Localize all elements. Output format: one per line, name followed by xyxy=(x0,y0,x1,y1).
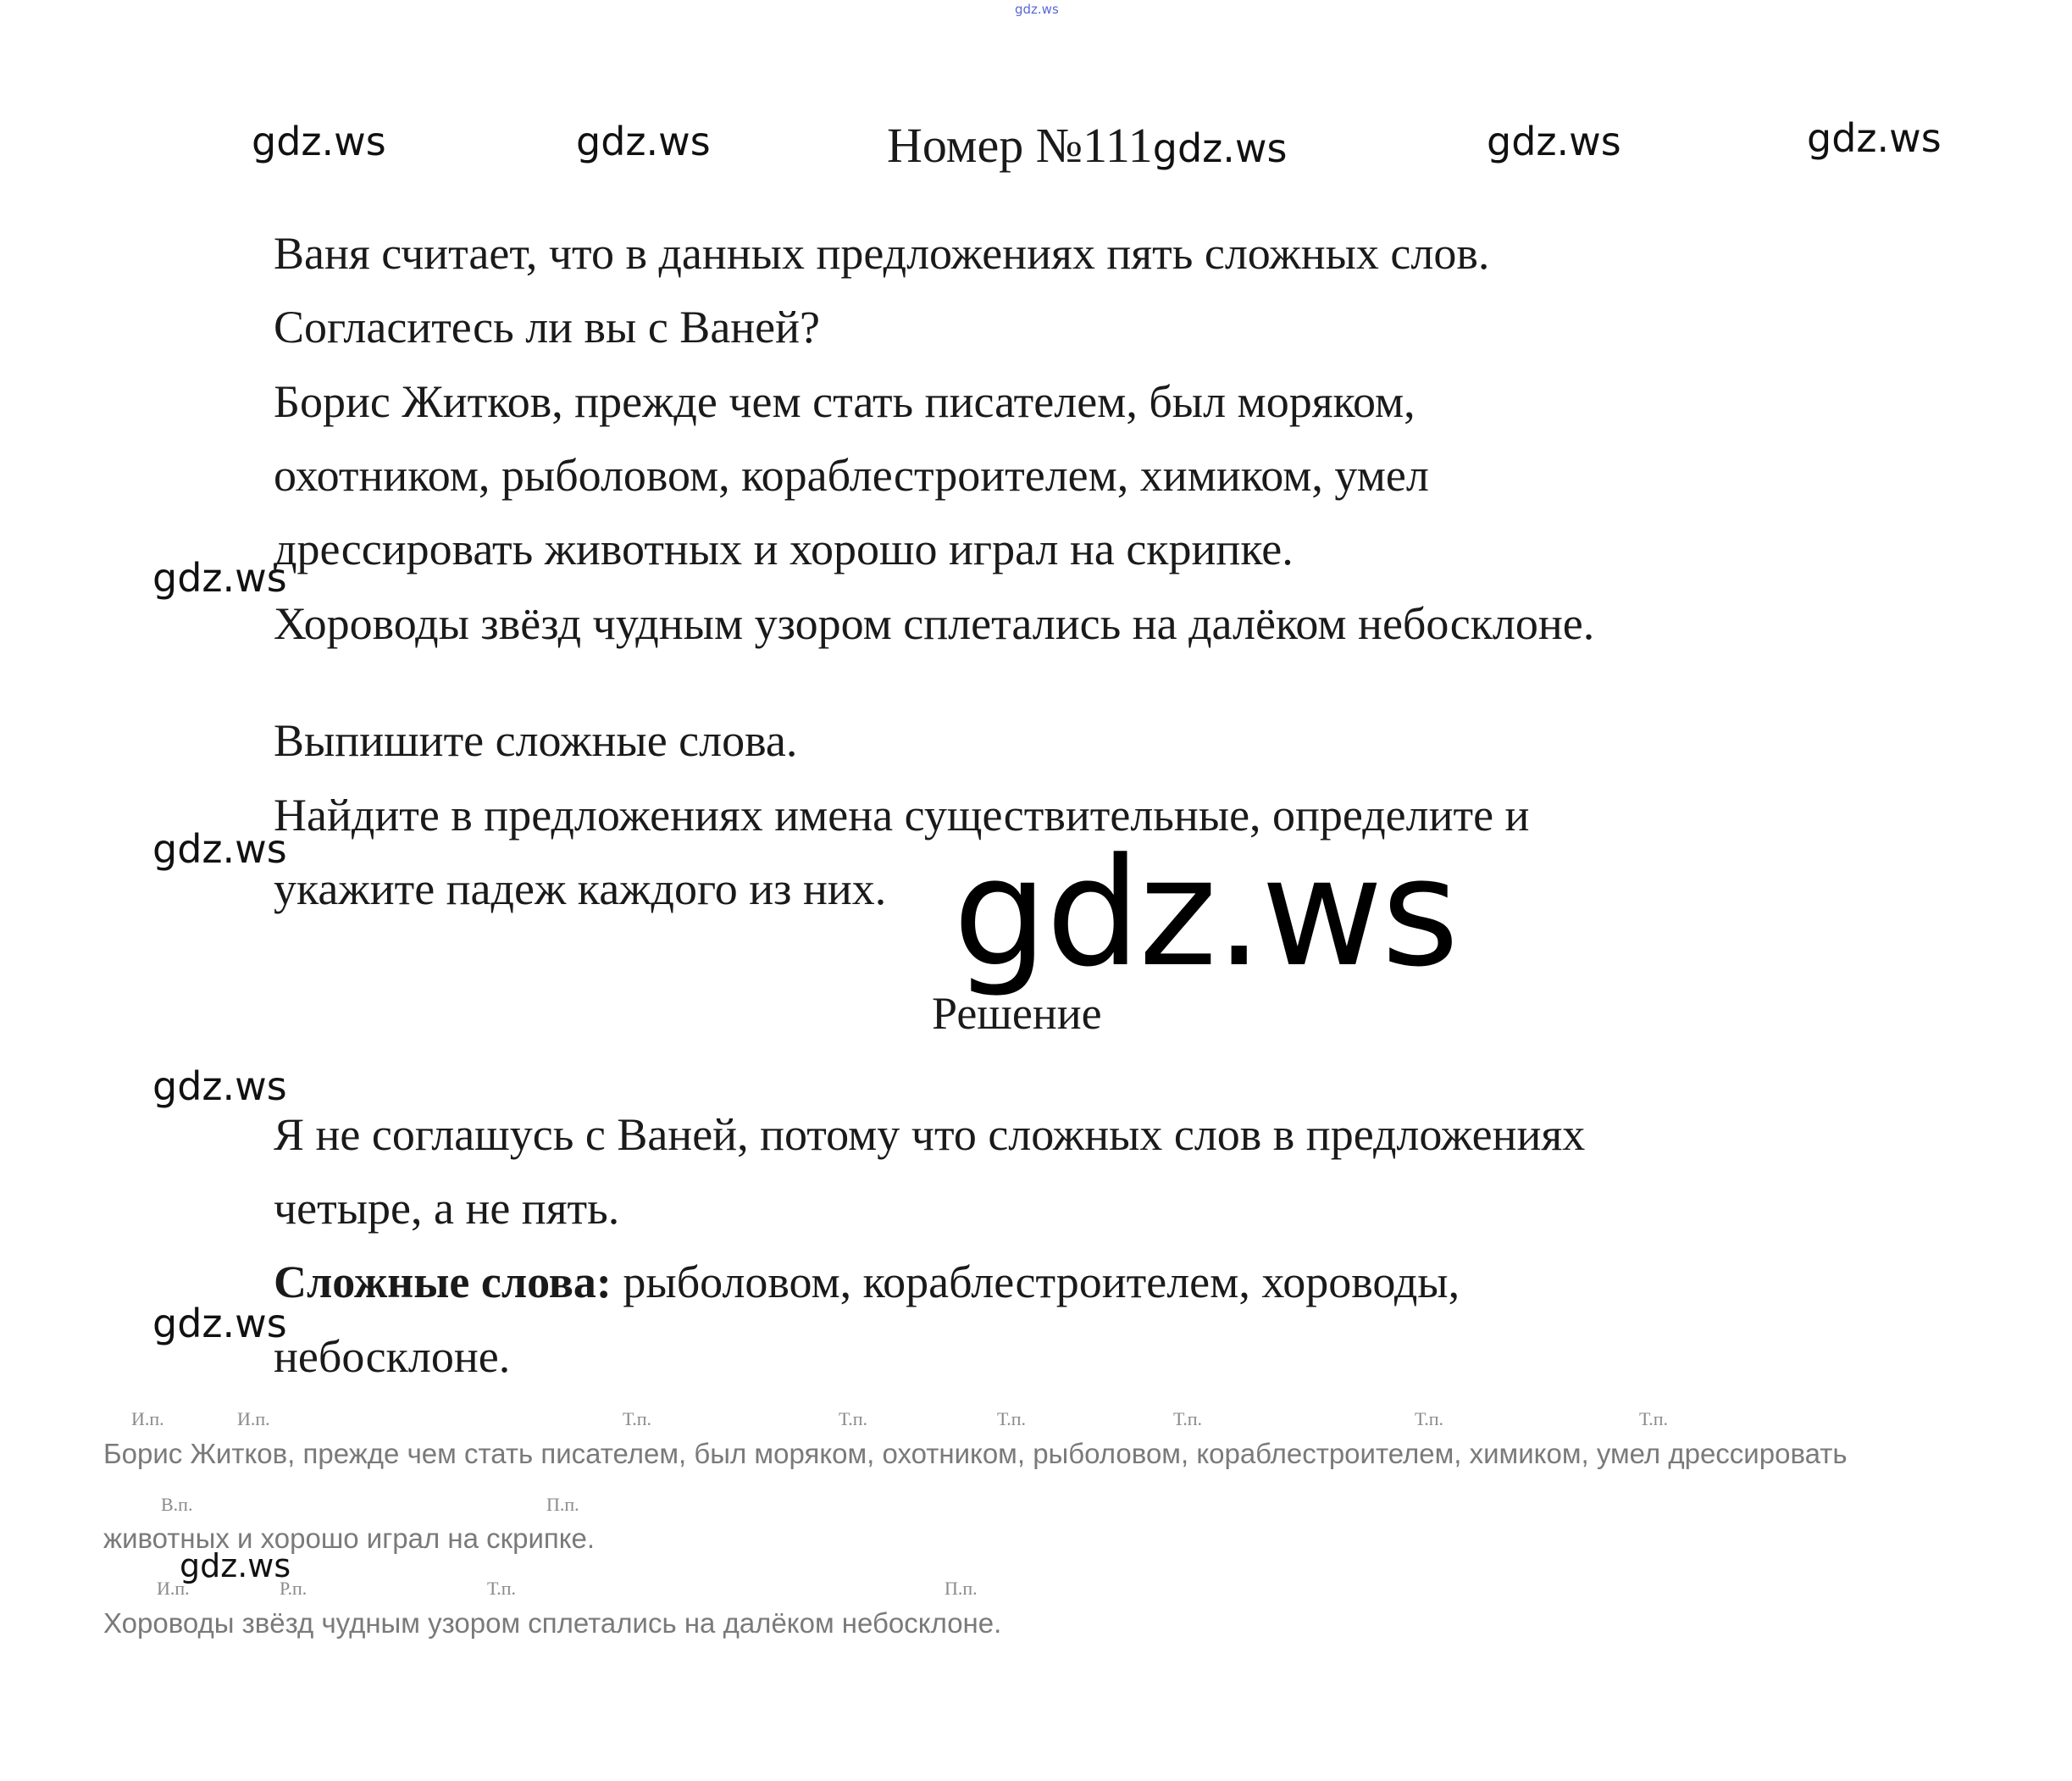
top-watermark: gdz.ws xyxy=(1015,2,1059,17)
case-label: И.п. xyxy=(131,1408,164,1429)
watermark-side-1: gdz.ws xyxy=(152,555,287,601)
case-label: В.п. xyxy=(161,1494,193,1515)
case-label: Т.п. xyxy=(1173,1408,1203,1429)
task-line: дрессировать животных и хорошо играл на скрипке. xyxy=(274,524,1294,574)
task-line: Найдите в предложениях имена существительные, определите и xyxy=(274,790,1530,841)
case-label: И.п. xyxy=(157,1578,190,1599)
solution-line: Я не соглашусь с Ваней, потому что сложных слов в предложениях xyxy=(274,1109,1586,1160)
case-label: Т.п. xyxy=(1639,1408,1669,1429)
task-line: укажите падеж каждого из них. xyxy=(274,863,887,914)
watermark-header-2: gdz.ws xyxy=(576,119,711,164)
watermark-header-3: gdz.ws xyxy=(1487,119,1621,164)
watermark-header-1: gdz.ws xyxy=(252,119,386,164)
title-text: Номер №111 xyxy=(887,118,1153,173)
annotated-sentence-1-cont: животных и хорошо играл на скрипке. xyxy=(103,1523,596,1554)
compound-words: рыболовом, кораблестроителем, хороводы, xyxy=(611,1257,1460,1307)
case-label: Т.п. xyxy=(623,1408,652,1429)
watermark-side-2: gdz.ws xyxy=(152,826,287,872)
solution-heading: Решение xyxy=(932,988,1102,1039)
task-line: Хороводы звёзд чудным узором сплетались на далёком небосклоне. xyxy=(274,598,1595,649)
compound-label: Сложные слова: xyxy=(274,1257,612,1307)
case-label: Р.п. xyxy=(280,1578,307,1599)
case-label: Т.п. xyxy=(487,1578,517,1599)
title-watermark: gdz.ws xyxy=(1152,125,1288,171)
task-line: Согласитесь ли вы с Ваней? xyxy=(274,302,821,352)
watermark-side-3: gdz.ws xyxy=(152,1063,287,1109)
solution-line: небосклоне. xyxy=(274,1331,511,1382)
case-label: Т.п. xyxy=(1415,1408,1444,1429)
watermark-header-4: gdz.ws xyxy=(1807,115,1942,161)
big-watermark: gdz.ws xyxy=(953,826,1458,1000)
task-line: Выпишите сложные слова. xyxy=(274,715,798,766)
case-label: И.п. xyxy=(237,1408,270,1429)
case-label: Т.п. xyxy=(997,1408,1027,1429)
task-line: Ваня считает, что в данных предложениях пять сложных слов. xyxy=(274,228,1490,279)
annotated-sentence-1: Борис Житков, прежде чем стать писателем, был моряком, охотником, рыболовом, кораблестроителем, химиком, умел дрессировать xyxy=(103,1438,1848,1469)
page-title xyxy=(887,117,1288,174)
watermark-side-4: gdz.ws xyxy=(152,1301,287,1346)
case-label: Т.п. xyxy=(839,1408,868,1429)
case-label: П.п. xyxy=(945,1578,978,1599)
solution-compound-line xyxy=(274,1256,1460,1308)
task-line: охотником, рыболовом, кораблестроителем, химиком, умел xyxy=(274,450,1429,501)
solution-line: четыре, а не пять. xyxy=(274,1183,620,1234)
watermark-side-5: gdz.ws xyxy=(180,1547,291,1584)
annotated-sentence-2: Хороводы звёзд чудным узором сплетались на далёком небосклоне. xyxy=(103,1607,1002,1639)
task-line: Борис Житков, прежде чем стать писателем, был моряком, xyxy=(274,376,1415,427)
case-label: П.п. xyxy=(546,1494,579,1515)
